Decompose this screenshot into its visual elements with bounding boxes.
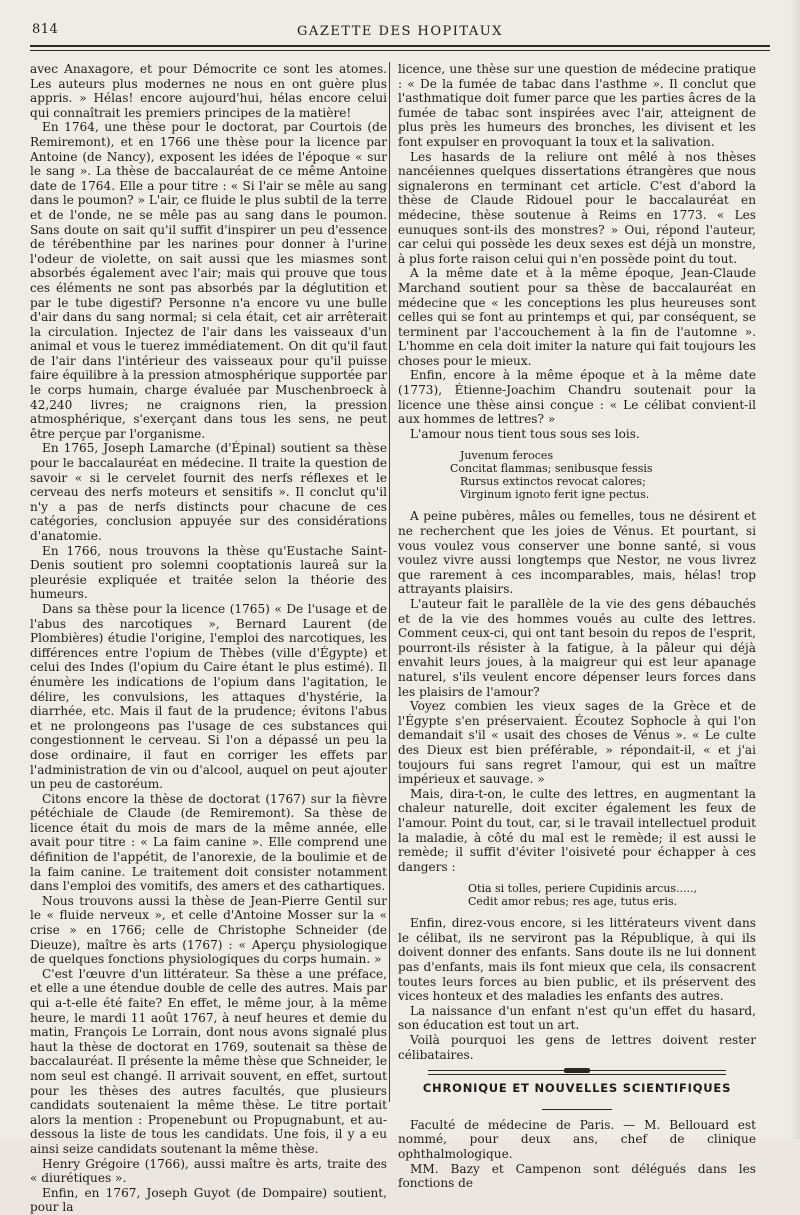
verse-line: Cedit amor rebus; res age, tutus eris. <box>468 895 678 909</box>
paragraph: Les hasards de la reliure ont mêlé à nos thèses nancéiennes quelques dissertations étrangères que nous signalerons en terminant cet article. C'est d'abord la thèse de Claude Ridouel pour le baccalauréat en médecine, thèse soutenue à Reims en 1773. « Les eunuques sont-ils des monstres? » Oui, répond l'auteur, car celui qui possède les deux sexes est déjà un monstre, à plus forte raison celui qui n'en possède point du tout. <box>398 149 756 266</box>
paragraph: La naissance d'un enfant n'est qu'un effet du hasard, son éducation est tout un art. <box>398 1003 756 1033</box>
paragraph: Henry Grégoire (1766), aussi maître ès arts, traite des « diurétiques ». <box>30 1156 387 1186</box>
paragraph: A la même date et à la même époque, Jean-Claude Marchand soutient pour sa thèse de baccalauréat en médecine que « les conceptions les plus heureuses sont celles qui se font au printemps et qui, par conséquent, se terminent par l'accouchement à la fin de l'automne ». L'homme en cela doit imiter la nature qui fait toujours les choses pour le mieux. <box>398 266 756 368</box>
page-header <box>30 22 770 44</box>
paragraph: Citons encore la thèse de doctorat (1767) sur la fièvre pétéchiale de Claude (de Remiremont). Sa thèse de licence était du mois de mars de la même année, elle avait pour titre : « La faim canine ». Elle comprend une définition de l'appétit, de l'anorexie, de la boulimie et de la faim canine. Le traitement doit consister notamment dans l'emploi des vomitifs, des amers et des cathartiques. <box>30 791 387 894</box>
paragraph: Faculté de médecine de Paris. — M. Bellouard est nommé, pour deux ans, chef de clinique ophthalmologique. <box>398 1117 756 1161</box>
verse-line: Otia si tolles, periere Cupidinis arcus....., <box>468 882 698 896</box>
paragraph: avec Anaxagore, et pour Démocrite ce sont les atomes. Les auteurs plus modernes ne nous en ont guère plus appris. » Hélas! encore aujourd'hui, hélas encore celui qui connaîtrait les premiers principes de la matière! <box>30 62 387 120</box>
paragraph: Voyez combien les vieux sages de la Grèce et de l'Égypte s'en préservaient. Écoutez Sophocle à qui l'on demandait s'il « usait des choses de Vénus ». « Le culte des Dieux est bien préférable, » répondait-il, « et j'ai toujours fui sans regret l'amour, qui est un maître impérieux et sauvage. » <box>398 699 756 787</box>
verse-line: Juvenum feroces <box>460 449 554 463</box>
paragraph: En 1766, nous trouvons la thèse qu'Eustache Saint-Denis soutient pro solemni cooptationis laureâ sur la pleurésie expliquée et traitée selon la théorie des humeurs. <box>30 543 387 602</box>
paragraph: En 1764, une thèse pour le doctorat, par Courtois (de Remiremont), et en 1766 une thèse pour la licence par Antoine (de Nancy), exposent les idées de l'époque « sur le sang ». La thèse de baccalauréat de ce même Antoine date de 1764. Elle a pour titre : « Si l'air se mêle au sang dans le poumon? » L'air, ce fluide le plus subtil de la terre et de l'onde, ne se mêle pas au sang dans le poumon. Sans doute on sait qu'il suffit d'inspirer un peu d'essence de térébenthine par les narines pour donner à l'urine l'odeur de violette, on sait aussi que les miasmes sont absorbés également avec l'air; mais qui prouve que tous ces éléments ne sont pas absorbés par la déglutition et par le tube digestif? Personne n'a encore vu une bulle d'air dans du sang normal; si cela était, cet air arrêterait la circulation. Injectez de l'air dans les vaisseaux d'un animal et vous le tuerez immédiatement. On dit qu'il faut de l'air dans l'intérieur des vaisseaux pour qu'il puisse faire équilibre à la pression atmosphérique supportée par le corps humain, charge évaluée par Muschenbroeck à 42,240 livres; ne craignons rien, la pression atmosphérique, s'exerçant dans tous les sens, ne peut être perçue par l'organisme. <box>30 120 387 441</box>
paragraph: Nous trouvons aussi la thèse de Jean-Pierre Gentil sur le « fluide nerveux », et celle d'Antoine Mosser sur la « crise » en 1766; celle de Christophe Schneider (de Dieuze), maître ès arts (1767) : « Aperçu physiologique de quelques fonctions physiologiques du corps humain. » <box>30 893 387 967</box>
paragraph: Enfin, encore à la même époque et à la même date (1773), Étienne-Joachim Chandru soutenait pour la licence une thèse ainsi conçue : « Le célibat convient-il aux hommes de lettres? » <box>398 368 756 427</box>
page-number: 814 <box>32 22 59 37</box>
section-separator-thin <box>428 1074 726 1075</box>
paragraph: Enfin, direz-vous encore, si les littérateurs vivent dans le célibat, ils ne serviront pas la République, à qui ils doivent donner des enfants. Sans doute ils ne lui donnent pas d'enfants, mais ils font mieux que cela, ils consacrent toutes leurs forces au bien public, et ils préservent des vices honteux et des maladies les enfants des autres. <box>398 916 756 1004</box>
header-rule <box>30 45 770 47</box>
paragraph: En 1765, Joseph Lamarche (d'Épinal) soutient sa thèse pour le baccalauréat en médecine. Il traite la question de savoir « si le cervelet fournit des nerfs réflexes et le cerveau des nerfs moteurs et sensitifs ». Il conclut qu'il n'y a pas de nerfs distincts pour chacune de ces catégories, conclusion appuyée sur des considérations d'anatomie. <box>30 441 387 543</box>
section-heading: CHRONIQUE ET NOUVELLES SCIENTIFIQUES <box>422 1081 732 1096</box>
paragraph: C'est l'œuvre d'un littérateur. Sa thèse a une préface, et elle a une étendue double de celle des autres. Mais par qui a-t-elle été faite? En effet, le même jour, à la même heure, le mardi 11 août 1767, à neuf heures et demie du matin, François Le Lorrain, dont nous avons signalé plus haut la thèse de doctorat en 1769, soutenait sa thèse de baccalauréat. Il présente la même thèse que Schneider, le nom seul est changé. Il arrivait souvent, en effet, surtout pour les thèses des autres facultés, que plusieurs candidats soutenaient la même thèse. Le titre portait alors la mention : Propenebunt ou Propugnabunt, et au-dessous la liste de tous les candidats. Une fois, il y a eu ainsi seize candidats soutenant la même thèse. <box>30 966 387 1156</box>
running-title: GAZETTE DES HOPITAUX <box>297 24 503 39</box>
separator-ornament <box>564 1068 590 1073</box>
page-edge-shadow <box>790 0 800 1139</box>
latin-verse <box>398 882 756 908</box>
left-column <box>30 62 387 1215</box>
paragraph: L'amour nous tient tous sous ses lois. <box>410 426 640 441</box>
paragraph: licence, une thèse sur une question de médecine pratique : « De la fumée de tabac dans l'asthme ». Il conclut que l'asthmatique doit fumer parce que les parties âcres de la fumée de tabac sont inspirées avec l'air, atteignent de plus près les humeurs des bronches, les divisent et les font expulser en provoquant la toux et la salivation. <box>398 62 756 149</box>
latin-verse <box>398 449 756 501</box>
section-separator <box>428 1070 726 1071</box>
heading-ornament <box>398 1102 756 1112</box>
right-column <box>398 62 756 1191</box>
verse-line: Virginum ignoto ferit igne pectus. <box>460 488 650 502</box>
paragraph: Enfin, en 1767, Joseph Guyot (de Dompaire) soutient, pour la <box>30 1185 387 1215</box>
paragraph: Voilà pourquoi les gens de lettres doivent rester célibataires. <box>398 1033 756 1062</box>
paragraph: L'auteur fait le parallèle de la vie des gens débauchés et de la vie des hommes voués au culte des lettres. Comment ceux-ci, qui ont tant besoin du repos de l'esprit, pourront-ils résister à la fatigue, à la pâleur qui déjà envahit leurs joues, à la maigreur qui est leur apanage naturel, s'ils veulent encore dépenser leurs forces dans les plaisirs de l'amour? <box>398 597 756 699</box>
header-rule-thin <box>30 50 770 51</box>
paragraph: Mais, dira-t-on, le culte des lettres, en augmentant la chaleur naturelle, doit exciter également les feux de l'amour. Point du tout, car, si le travail intellectuel produit la maladie, à côté du mal est le remède; il est aussi le remède; il suffit d'éviter l'oisiveté pour échapper à ces dangers : <box>398 786 756 874</box>
verse-line: Concitat flammas; senibusque fessis <box>450 462 653 476</box>
column-divider <box>389 62 390 1102</box>
paragraph: A peine pubères, mâles ou femelles, tous ne désirent et ne recherchent que les joies de Vénus. Et pourtant, si vous voulez vous conserver une bonne santé, si vous voulez vivre aussi longtemps que Nestor, ne vous livrez que rarement à ces incomparables, mais, hélas! trop attrayants plaisirs. <box>398 509 756 597</box>
paragraph: MM. Bazy et Campenon sont délégués dans les fonctions de <box>398 1161 756 1191</box>
paragraph: Dans sa thèse pour la licence (1765) « De l'usage et de l'abus des narcotiques », Bernard Laurent (de Plombières) étudie l'origine, l'emploi des narcotiques, les différences entre l'opium de Thèbes (ville d'Égypte) et celui des Indes (l'opium du Caire étant le plus estimé). Il énumère les indications de l'opium dans l'agitation, le délire, les convulsions, les attaques d'hystérie, la diarrhée, etc. Mais il faut de la prudence; évitons l'abus et ne prolongeons pas l'usage de ces substances qui congestionnent le cerveau. Si l'on a dépassé un peu la dose ordinaire, il faut en corriger les effets par l'administration de vin ou d'alcool, auquel on peut ajouter un peu de castoréum. <box>30 601 387 792</box>
verse-line: Rursus extinctos revocat calores; <box>460 475 646 489</box>
